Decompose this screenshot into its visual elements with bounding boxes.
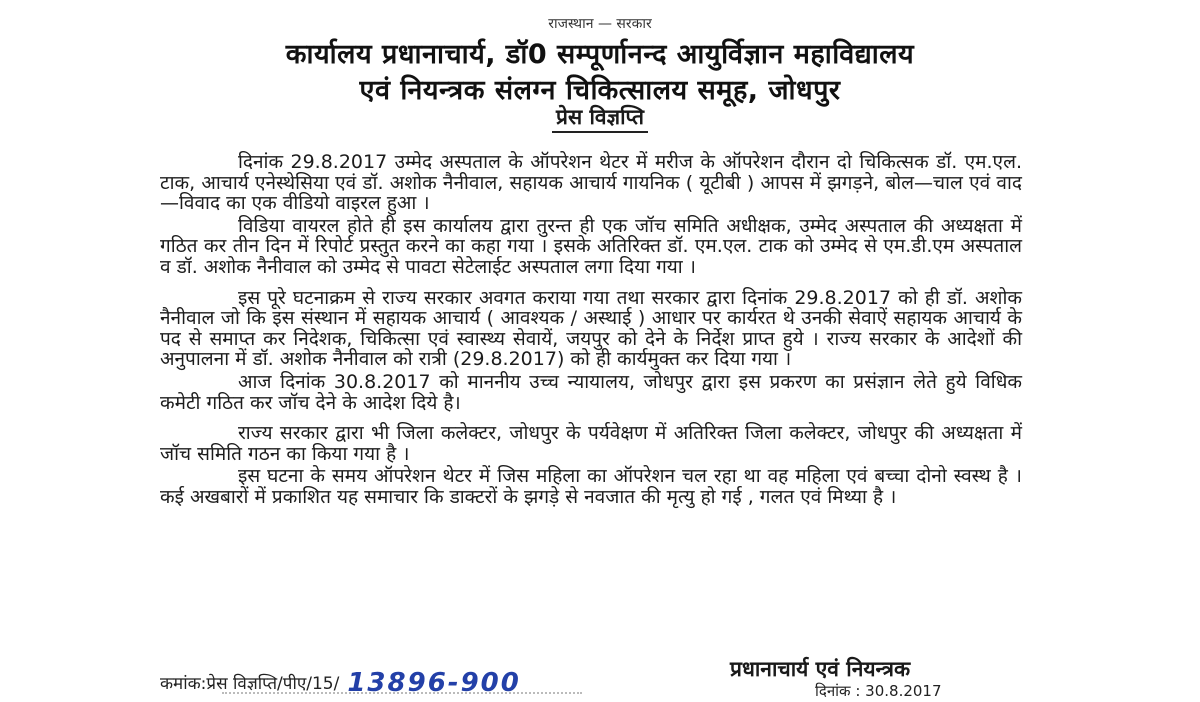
paragraph: इस घटना के समय ऑपरेशन थेटर में जिस महिला का ऑपरेशन चल रहा था वह महिला एवं बच्चा दोनो स्वस्थ है । कई अखबारों में प्रकाशित यह समाचार कि डाक्टरों के झगड़े से नवजात की मृत्यु हो गई , गलत एवं मिथ्या है । <box>160 465 1022 508</box>
press-release-body <box>160 152 1022 510</box>
handwritten-reference: 13896-900 <box>347 668 521 698</box>
office-title-line-2: एवं नियन्त्रक संलग्न चिकित्सालय समूह, जोधपुर <box>359 75 841 106</box>
issue-date: दिनांक : 30.8.2017 <box>815 682 942 700</box>
government-header: राजस्थान — सरकार <box>548 16 652 32</box>
paragraph: राज्य सरकार द्वारा भी जिला कलेक्टर, जोधपुर के पर्यवेक्षण में अतिरिक्त जिला कलेक्टर, जोधपुर की अध्यक्षता में जॉच समिति गठन का किया गया है । <box>160 422 1022 465</box>
reference-label: कमांक:प्रेस विज्ञप्ति/पीए/15/ <box>160 674 340 694</box>
cut-off-line <box>222 692 582 702</box>
paragraph: आज दिनांक 30.8.2017 को माननीय उच्च न्यायालय, जोधपुर द्वारा इस प्रकरण का प्रसंज्ञान लेते हुये विधिक कमेटी गठित कर जॉच देने के आदेश दिये है। <box>160 370 1022 414</box>
office-title-line-1: कार्यालय प्रधानाचार्य, डॉ0 सम्पूर्णानन्द आयुर्विज्ञान महाविद्यालय <box>285 39 915 70</box>
paragraph: इस पूरे घटनाक्रम से राज्य सरकार अवगत कराया गया तथा सरकार द्वारा दिनांक 29.8.2017 को ही डॉ. अशोक नैनीवाल जो कि इस संस्थान में सहायक आचार्य ( आवश्यक / अस्थाई ) आधार पर कार्यरत थे उनकी सेवाऐं सहायक आचार्य के पद से समाप्त कर निदेशक, चिकित्सा एवं स्वास्थ्य सेवायें, जयपुर को देने के निर्देश प्राप्त हुये । राज्य सरकार के आदेशों की अनुपालना में डॉ. अशोक नैनीवाल को रात्री (29.8.2017) को ही कार्यमुक्त कर दिया गया । <box>160 286 1022 371</box>
paragraph: विडिया वायरल होते ही इस कार्यालय द्वारा तुरन्त ही एक जॉच समिति अधीक्षक, उम्मेद अस्पताल की अध्यक्षता में गठित कर तीन दिन में रिपोर्ट प्रस्तुत करने का कहा गया । इसके अतिरिक्त डॉ. एम.एल. टाक को उम्मेद से एम.डी.एम अस्पताल व डॉ. अशोक नैनीवाल को उम्मेद से पावटा सेटेलाईट अस्पताल लगा दिया गया । <box>160 214 1022 278</box>
paragraph: दिनांक 29.8.2017 उम्मेद अस्पताल के ऑपरेशन थेटर में मरीज के ऑपरेशन दौरान दो चिकित्सक डॉ. एम.एल. टाक, आचार्य एनेस्थेसिया एवं डॉ. अशोक नैनीवाल, सहायक आचार्य गायनिक ( यूटीबी ) आपस में झगड़ने, बोल—चाल एवं वाद—विवाद का एक वीडियो वाइरल हुआ । <box>160 151 1022 215</box>
document-subject <box>0 103 1200 131</box>
signatory-title: प्रधानाचार्य एवं नियन्त्रक <box>730 657 911 681</box>
subject-text: प्रेस विज्ञप्ति <box>552 105 648 133</box>
